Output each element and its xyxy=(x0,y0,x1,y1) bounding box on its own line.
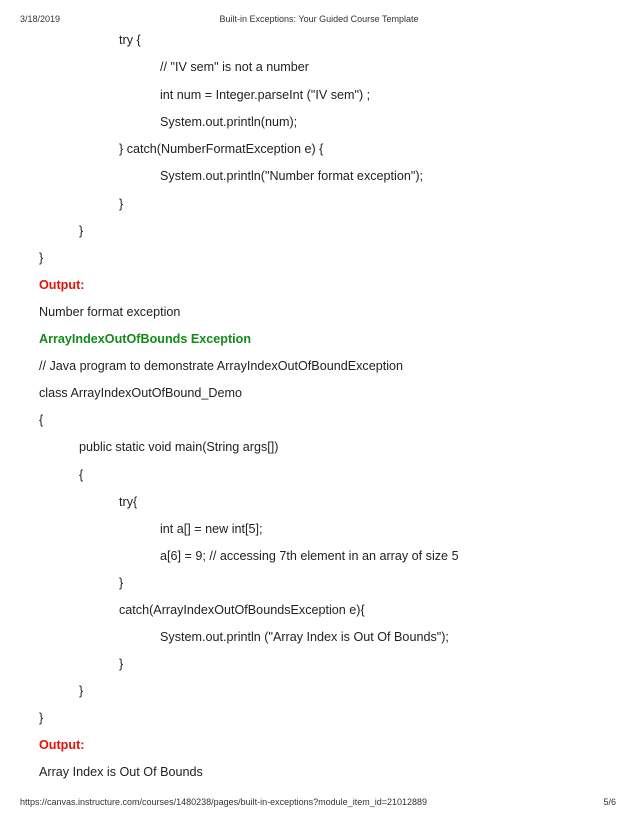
code-line: } catch(NumberFormatException e) { xyxy=(119,142,324,156)
code-line: try { xyxy=(119,33,141,47)
code-line: int num = Integer.parseInt ("IV sem") ; xyxy=(160,88,371,102)
code-line: a[6] = 9; // accessing 7th element in an array of size 5 xyxy=(160,549,459,563)
code-line: { xyxy=(39,413,44,427)
code-line: } xyxy=(79,224,84,238)
code-line: } xyxy=(119,657,124,671)
code-line: } xyxy=(79,684,84,698)
output-text: Array Index is Out Of Bounds xyxy=(39,765,203,779)
page-url: https://canvas.instructure.com/courses/1480238/pages/built-in-exceptions?module_item_id=21012889 xyxy=(20,797,427,807)
code-line: catch(ArrayIndexOutOfBoundsException e){ xyxy=(119,603,365,617)
code-line: } xyxy=(119,197,124,211)
output-heading: Output: xyxy=(39,738,85,752)
code-line: public static void main(String args[]) xyxy=(79,440,279,454)
code-line: class ArrayIndexOutOfBound_Demo xyxy=(39,386,243,400)
code-line: // "IV sem" is not a number xyxy=(160,60,309,74)
output-heading: Output: xyxy=(39,278,85,292)
code-line: // Java program to demonstrate ArrayIndexOutOfBoundException xyxy=(39,359,404,373)
code-line: int a[] = new int[5]; xyxy=(160,522,263,536)
code-line: } xyxy=(39,251,44,265)
code-line: } xyxy=(119,576,124,590)
code-line: } xyxy=(39,711,44,725)
code-line: System.out.println(num); xyxy=(160,115,298,129)
code-line: System.out.println("Number format exception"); xyxy=(160,169,424,183)
page-number: 5/6 xyxy=(603,797,616,807)
code-line: System.out.println ("Array Index is Out Of Bounds"); xyxy=(160,630,449,644)
print-date: 3/18/2019 xyxy=(20,14,61,24)
code-line: { xyxy=(79,468,84,482)
section-heading: ArrayIndexOutOfBounds Exception xyxy=(39,332,252,346)
page-title: Built-in Exceptions: Your Guided Course Template xyxy=(219,14,419,24)
output-text: Number format exception xyxy=(39,305,181,319)
code-line: try{ xyxy=(119,495,138,509)
